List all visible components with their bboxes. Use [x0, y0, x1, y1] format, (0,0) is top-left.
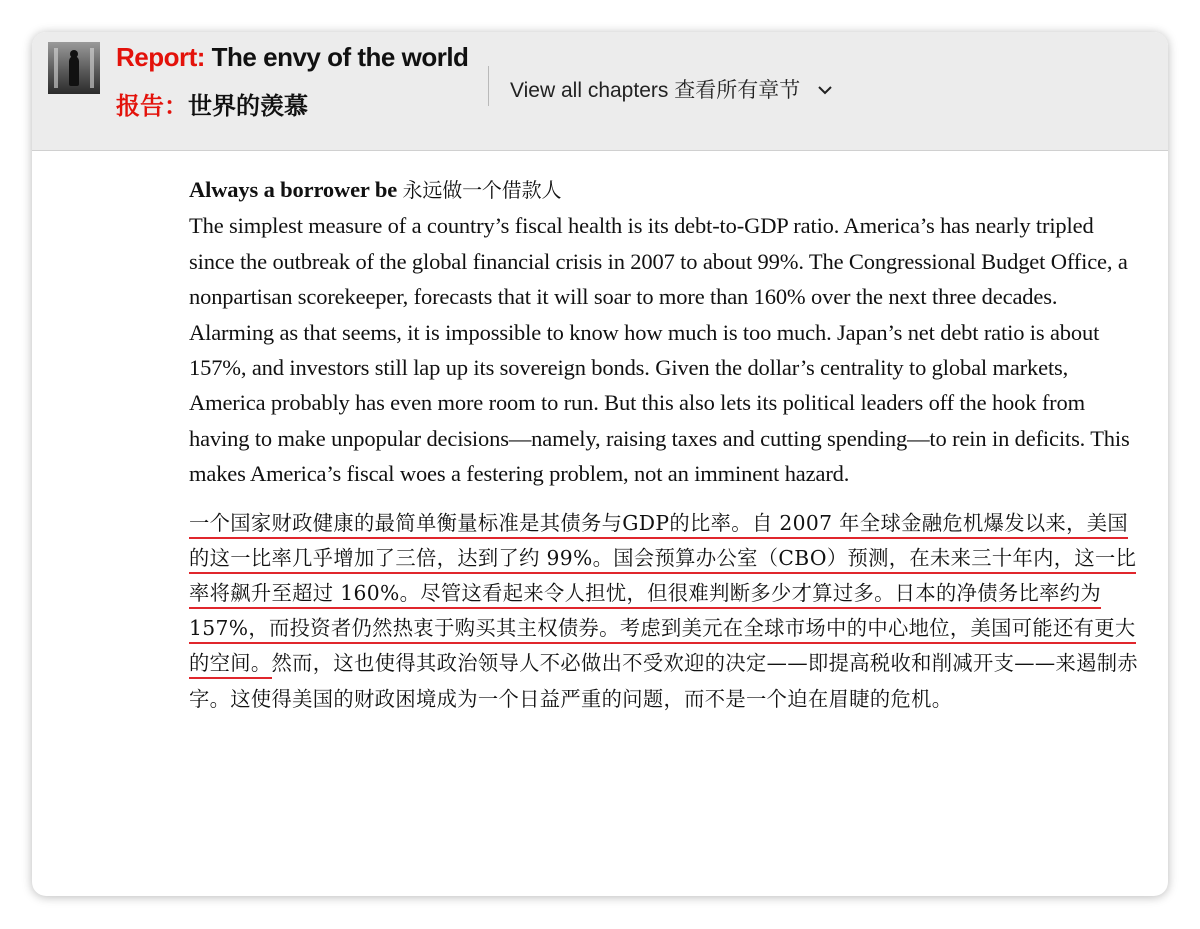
section-heading-zh: 永远做一个借款人 [402, 178, 562, 202]
view-all-chapters-label: View all chapters 查看所有章节 [510, 79, 801, 102]
paragraph-en-text: The simplest measure of a country’s fiscal health is its debt-to-GDP ratio. America’s has nearly tripled since the outbreak of the global financial crisis in 2007 to about 99%. The Congressional Budget Office, a nonpartisan scorekeeper, forecasts that it will soar to more than 160% over the next three decades. Alarming as that seems, it is impossible to know how much is too much. Japan’s net debt ratio is about 157%, and investors still lap up its sovereign bonds. Given the dollar’s centrality to global markets, America probably has even more room to run. But this also lets its political leaders off the hook from having to make unpopular decisions—namely, raising taxes and cutting spending—to rein in deficits. This makes America’s fiscal woes a festering problem, not an imminent hazard. [189, 213, 1130, 487]
report-header [32, 32, 1168, 151]
report-title-zh[interactable] [116, 86, 308, 121]
header-divider [488, 66, 489, 106]
report-title-text-en: The envy of the world [211, 42, 469, 72]
article-card [32, 32, 1168, 896]
report-label-en: Report: [116, 42, 205, 72]
english-paragraph [189, 172, 1141, 492]
statue-photo-icon[interactable] [48, 42, 100, 94]
chevron-down-icon [818, 82, 832, 100]
translation-text: 然而，这也使得其政治领导人不必做出不受欢迎的决定——即提高税收和削减开支——来遏制赤字。这使得美国的财政困境成为一个日益严重的问题，而不是一个迫在眉睫的危机。 [189, 651, 1139, 711]
view-all-chapters-button[interactable] [510, 74, 832, 104]
section-heading-en: Always a borrower be [189, 177, 398, 202]
chinese-paragraph [189, 506, 1141, 717]
report-title-text-zh: 世界的羡慕 [188, 92, 308, 120]
report-title-en[interactable] [116, 42, 468, 73]
article-body [189, 172, 1141, 717]
report-label-zh: 报告： [116, 92, 188, 120]
highlighted-translation[interactable]: 一个国家财政健康的最简单衡量标准是其债务与GDP的比率。自 2007 年全球金融危机爆发以来，美国的这一比率几乎增加了三倍，达到了约 99%。国会预算办公室（CBO）预测，在未来三十年内，这一比率将飙升至超过 160%。尽管这看起来令人担忧，但很难判断多少才算过多。日本的净债务比率约为 157%，而投资者仍然热衷于购买其主权债券。考虑到美元在全球市场中的中心地位，美国可能还有更大的空间。 [189, 511, 1136, 680]
